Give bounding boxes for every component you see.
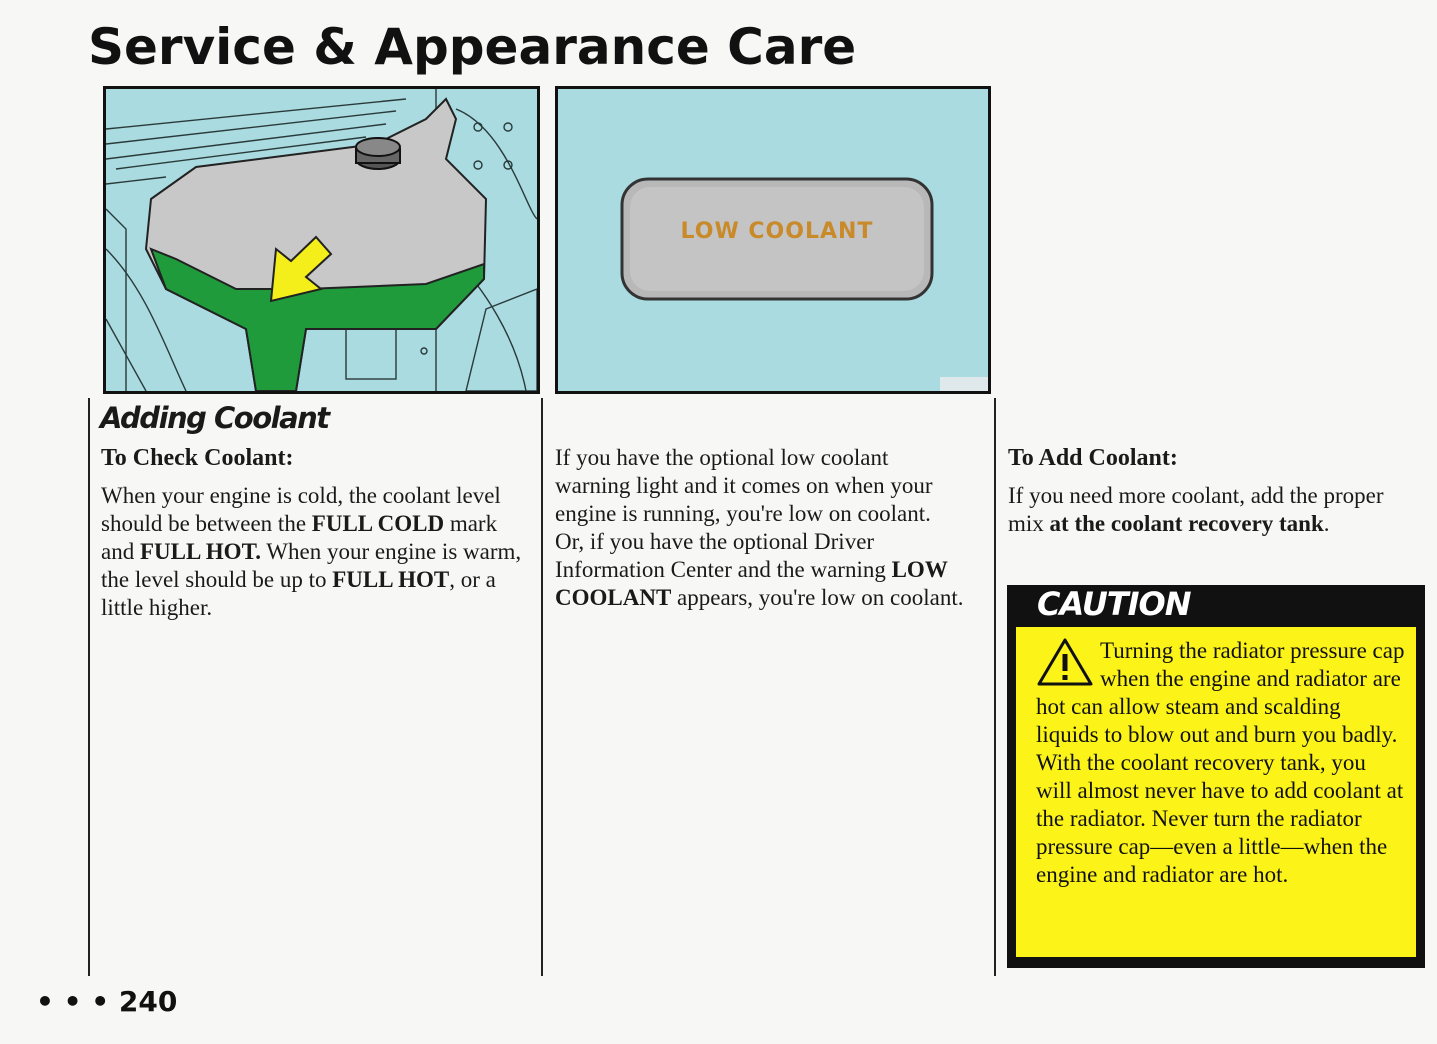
coolant-tank-illustration [103,86,540,394]
bold-text-full-cold: FULL COLD [311,511,445,536]
low-coolant-display-illustration [555,86,991,394]
warning-triangle-icon [1036,637,1094,687]
text-run: . [1323,511,1330,536]
page-title: Service & Appearance Care [88,18,857,76]
text-run: If you have the optional low coolant warning light and it comes on when your engine is running, you're low on coolant. Or, if you have the optional Driver Information Center and the warning [555,445,933,582]
column-add-coolant [1008,444,1408,538]
column-check-coolant [101,444,531,622]
column-low-coolant [555,444,965,612]
caution-text: Turning the radiator pressure cap when the engine and radiator are hot can allow steam and scalding liquids to blow out and burn you badly. With the coolant recovery tank, you will almost never have to add coolant at the radiator. Never turn the radiator pressure cap—even a little—when the engine and radiator are hot. [1036,638,1405,887]
column-divider [541,398,543,976]
text-run: appears, you're low on coolant. [671,585,964,610]
coolant-tank-drawing [106,89,537,391]
text-run: If you need more coolant, add the proper mix [1008,483,1384,536]
bold-text-low-coolant: LOW COOLANT [555,557,948,610]
low-coolant-display-text: LOW COOLANT [680,219,874,244]
text-run: When your engine is cold, the coolant level should be between the [101,483,501,536]
add-coolant-paragraph [1008,482,1408,538]
subhead-add-coolant: To Add Coolant: [1008,445,1178,471]
figure-label-tag [940,377,988,391]
bold-text-full-hot: FULL HOT [332,567,450,592]
text-run: When your engine is warm, the level should be up to [101,539,522,592]
caution-body [1016,627,1416,957]
bold-text-full-hot: FULL HOT. [139,539,261,564]
column-divider [88,398,90,976]
caution-title: CAUTION [1037,585,1191,623]
column-divider [994,398,996,976]
bold-text-recovery-tank: at the coolant recovery tank [1049,511,1324,536]
section-heading: Adding Coolant [100,401,329,435]
low-coolant-paragraph [555,444,965,612]
page-number: • • • 240 [36,985,178,1018]
caution-box [1007,585,1425,968]
subhead-check-coolant: To Check Coolant: [101,445,294,471]
text-run: mark and [101,511,498,564]
check-coolant-paragraph [101,482,531,622]
text-run: , or a little higher. [101,567,496,620]
